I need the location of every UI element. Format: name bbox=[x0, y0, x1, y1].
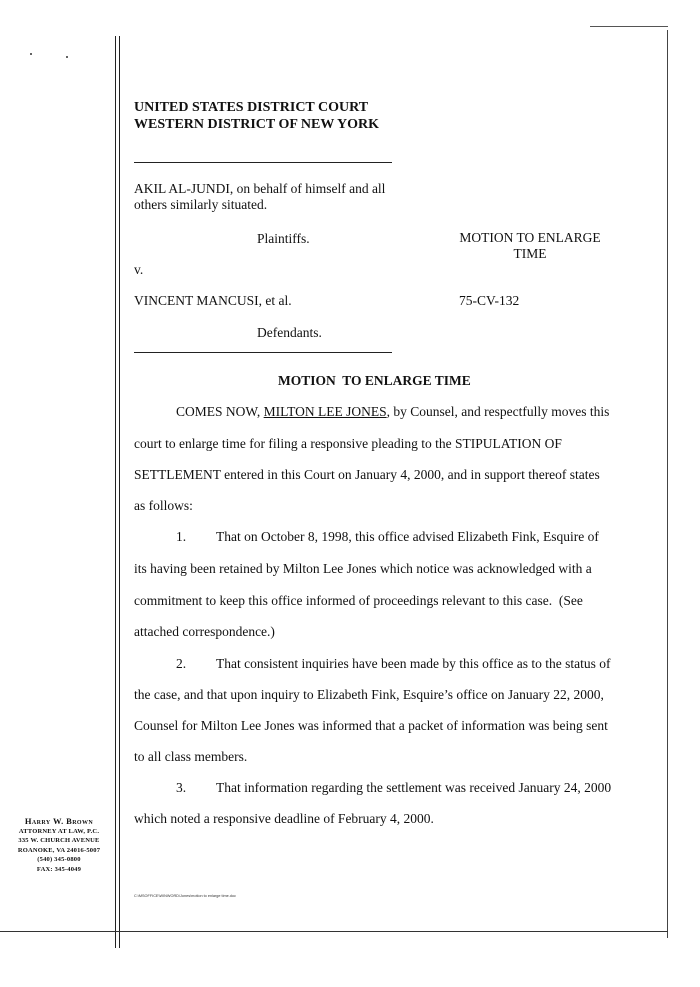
attorney-name: Harry W. Brown bbox=[24, 816, 94, 826]
intro-line-4: as follows: bbox=[134, 498, 193, 513]
intro-rest: , by Counsel, and respectfully moves this bbox=[386, 404, 610, 419]
left-margin-rule-inner bbox=[119, 36, 120, 948]
firm-city: ROANOKE, VA 24016-5007 bbox=[17, 846, 101, 854]
item-line: commitment to keep this office informed of proceedings relevant to this case. (See bbox=[134, 593, 583, 608]
versus: v. bbox=[134, 262, 144, 277]
item-number: 1. bbox=[176, 529, 187, 544]
item-line: which noted a responsive deadline of February 4, 2000. bbox=[134, 811, 434, 826]
item-line: its having been retained by Milton Lee Jones which notice was acknowledged with a bbox=[134, 561, 592, 576]
intro-line-1 bbox=[176, 404, 609, 420]
item-line: to all class members. bbox=[134, 749, 248, 764]
item-line: That on October 8, 1998, this office advised Elizabeth Fink, Esquire of bbox=[216, 529, 599, 544]
firm-street: 335 W. CHURCH AVENUE bbox=[18, 837, 100, 844]
movant-name: MILTON LEE JONES bbox=[263, 404, 387, 419]
firm-phone: (540) 345-0800 bbox=[37, 856, 81, 863]
left-margin-rule-outer bbox=[115, 36, 116, 948]
law-firm-block bbox=[4, 817, 114, 874]
top-page-edge bbox=[590, 26, 668, 27]
document-title-line1: MOTION TO ENLARGE bbox=[459, 230, 601, 245]
document-title bbox=[440, 230, 620, 262]
caption-bottom-rule bbox=[134, 352, 392, 353]
footer-file-path: C:\MSOFFICE\WINWORD\Jones\motion to enlarge time.doc bbox=[134, 894, 236, 898]
document-title-line2: TIME bbox=[513, 246, 547, 261]
item-number: 3. bbox=[176, 780, 187, 795]
court-district: WESTERN DISTRICT OF NEW YORK bbox=[134, 117, 380, 132]
intro-line-3: SETTLEMENT entered in this Court on January 4, 2000, and in support thereof states bbox=[134, 467, 600, 482]
caption-top-rule bbox=[134, 162, 392, 163]
item-line: That consistent inquiries have been made by this office as to the status of bbox=[216, 656, 611, 671]
firm-title: ATTORNEY AT LAW, P.C. bbox=[18, 827, 100, 835]
defendants-label: Defendants. bbox=[257, 325, 322, 340]
court-name: UNITED STATES DISTRICT COURT bbox=[134, 100, 369, 115]
right-page-edge bbox=[667, 30, 668, 938]
intro-start: COMES NOW, bbox=[176, 404, 264, 419]
plaintiff-class: others similarly situated. bbox=[134, 197, 268, 212]
plaintiffs-label: Plaintiffs. bbox=[257, 231, 310, 246]
item-number: 2. bbox=[176, 656, 187, 671]
motion-heading: MOTION TO ENLARGE TIME bbox=[278, 373, 471, 388]
defendant-name: VINCENT MANCUSI, et al. bbox=[134, 293, 292, 308]
scan-speck bbox=[30, 53, 32, 55]
firm-fax: FAX: 345-4049 bbox=[36, 865, 82, 873]
item-line: Counsel for Milton Lee Jones was informed that a packet of information was being sent bbox=[134, 718, 608, 733]
scan-speck bbox=[66, 56, 68, 58]
plaintiff-name: AKIL AL-JUNDI, on behalf of himself and all bbox=[134, 181, 386, 196]
case-number: 75-CV-132 bbox=[459, 293, 520, 308]
item-line: attached correspondence.) bbox=[134, 624, 275, 639]
intro-line-2: court to enlarge time for filing a responsive pleading to the STIPULATION OF bbox=[134, 436, 562, 451]
item-line: the case, and that upon inquiry to Elizabeth Fink, Esquire’s office on January 22, 2000, bbox=[134, 687, 604, 702]
item-line: That information regarding the settlement was received January 24, 2000 bbox=[216, 780, 612, 795]
bottom-page-edge bbox=[0, 931, 668, 932]
